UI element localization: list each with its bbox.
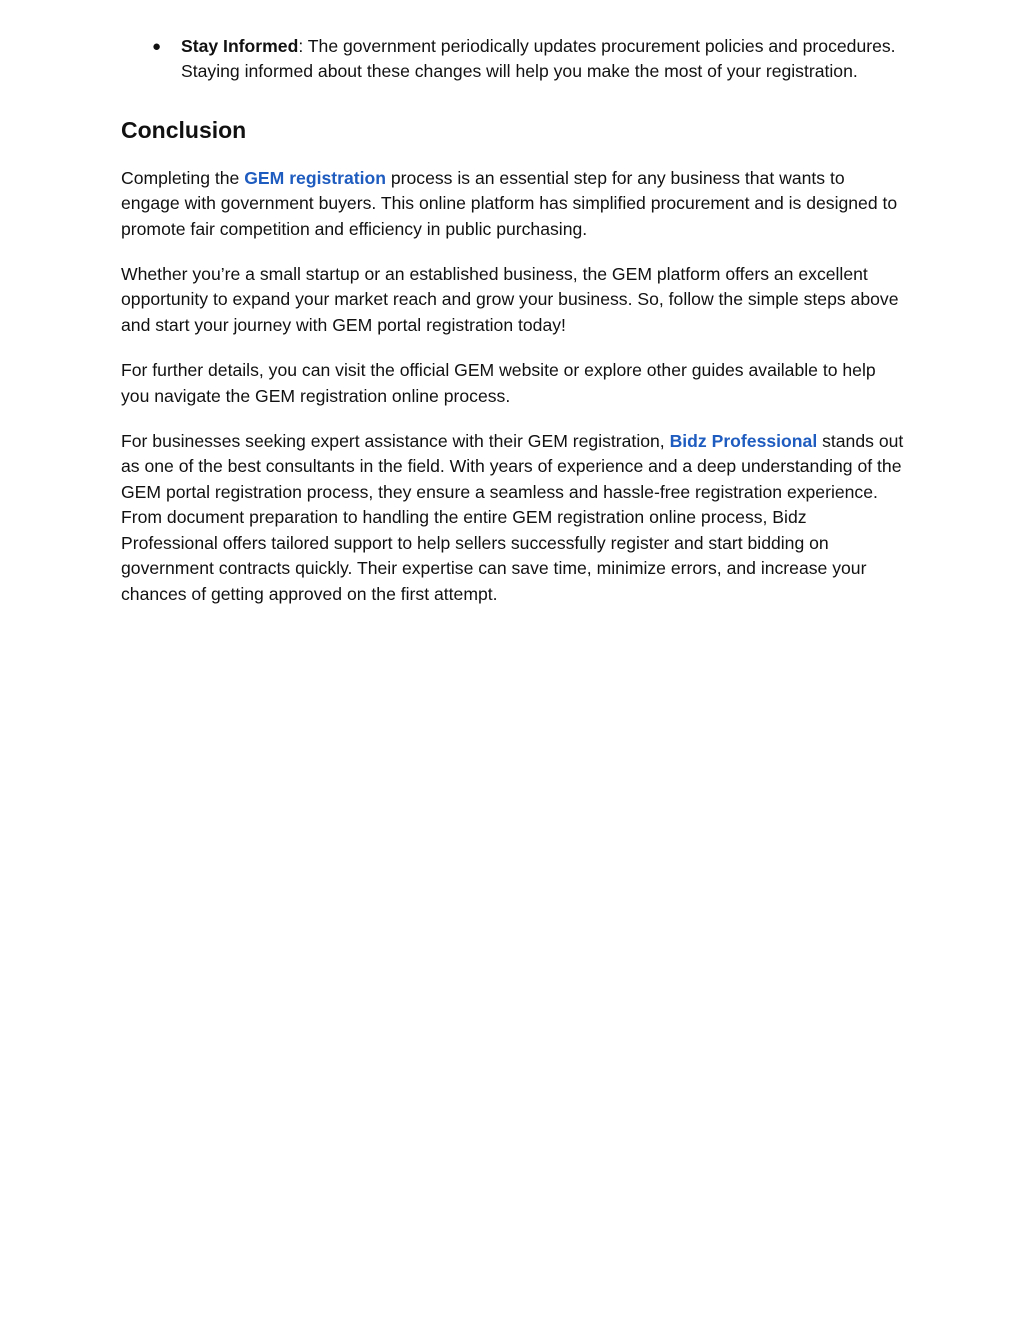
bullet-list: [121, 34, 906, 85]
paragraph-text: stands out as one of the best consultants in the field. With years of experience and a deep understanding of the GEM portal registration process, they ensure a seamless and hassle-free registration experience. From document preparation to handling the entire GEM registration online process, Bidz Professional offers tailored support to help sellers successfully register and start bidding on government contracts quickly. Their expertise can save time, minimize errors, and increase your chances of getting approved on the first attempt.: [121, 431, 904, 604]
paragraph-text: process is an essential step for any business that wants to engage with government buyers. This online platform has simplified procurement and is designed to promote fair competition and efficiency in public purchasing.: [121, 167, 898, 239]
conclusion-paragraph-2: Whether you’re a small startup or an established business, the GEM platform offers an excellent opportunity to expand your market reach and grow your business. So, follow the simple steps above and start your journey with GEM portal registration today!: [121, 264, 899, 335]
conclusion-heading: Conclusion: [121, 116, 247, 143]
conclusion-paragraph-4: [121, 429, 906, 607]
conclusion-paragraph-3: For further details, you can visit the official GEM website or explore other guides available to help you navigate the GEM registration online process.: [121, 360, 876, 406]
document-page: [121, 34, 906, 607]
paragraph-text: For businesses seeking expert assistance with their GEM registration,: [121, 431, 670, 452]
bullet-text: : The government periodically updates procurement policies and procedures. Staying informed about these changes will help you make the most of your registration.: [181, 36, 896, 82]
conclusion-paragraph-1: [121, 166, 906, 242]
gem-registration-link[interactable]: GEM registration: [244, 167, 386, 188]
bullet-icon: ●: [152, 38, 162, 55]
paragraph-text: Completing the: [121, 167, 245, 188]
bullet-title: Stay Informed: [181, 36, 299, 56]
list-item-stay-informed: [121, 34, 906, 85]
bidz-professional-link[interactable]: Bidz Professional: [669, 431, 818, 452]
